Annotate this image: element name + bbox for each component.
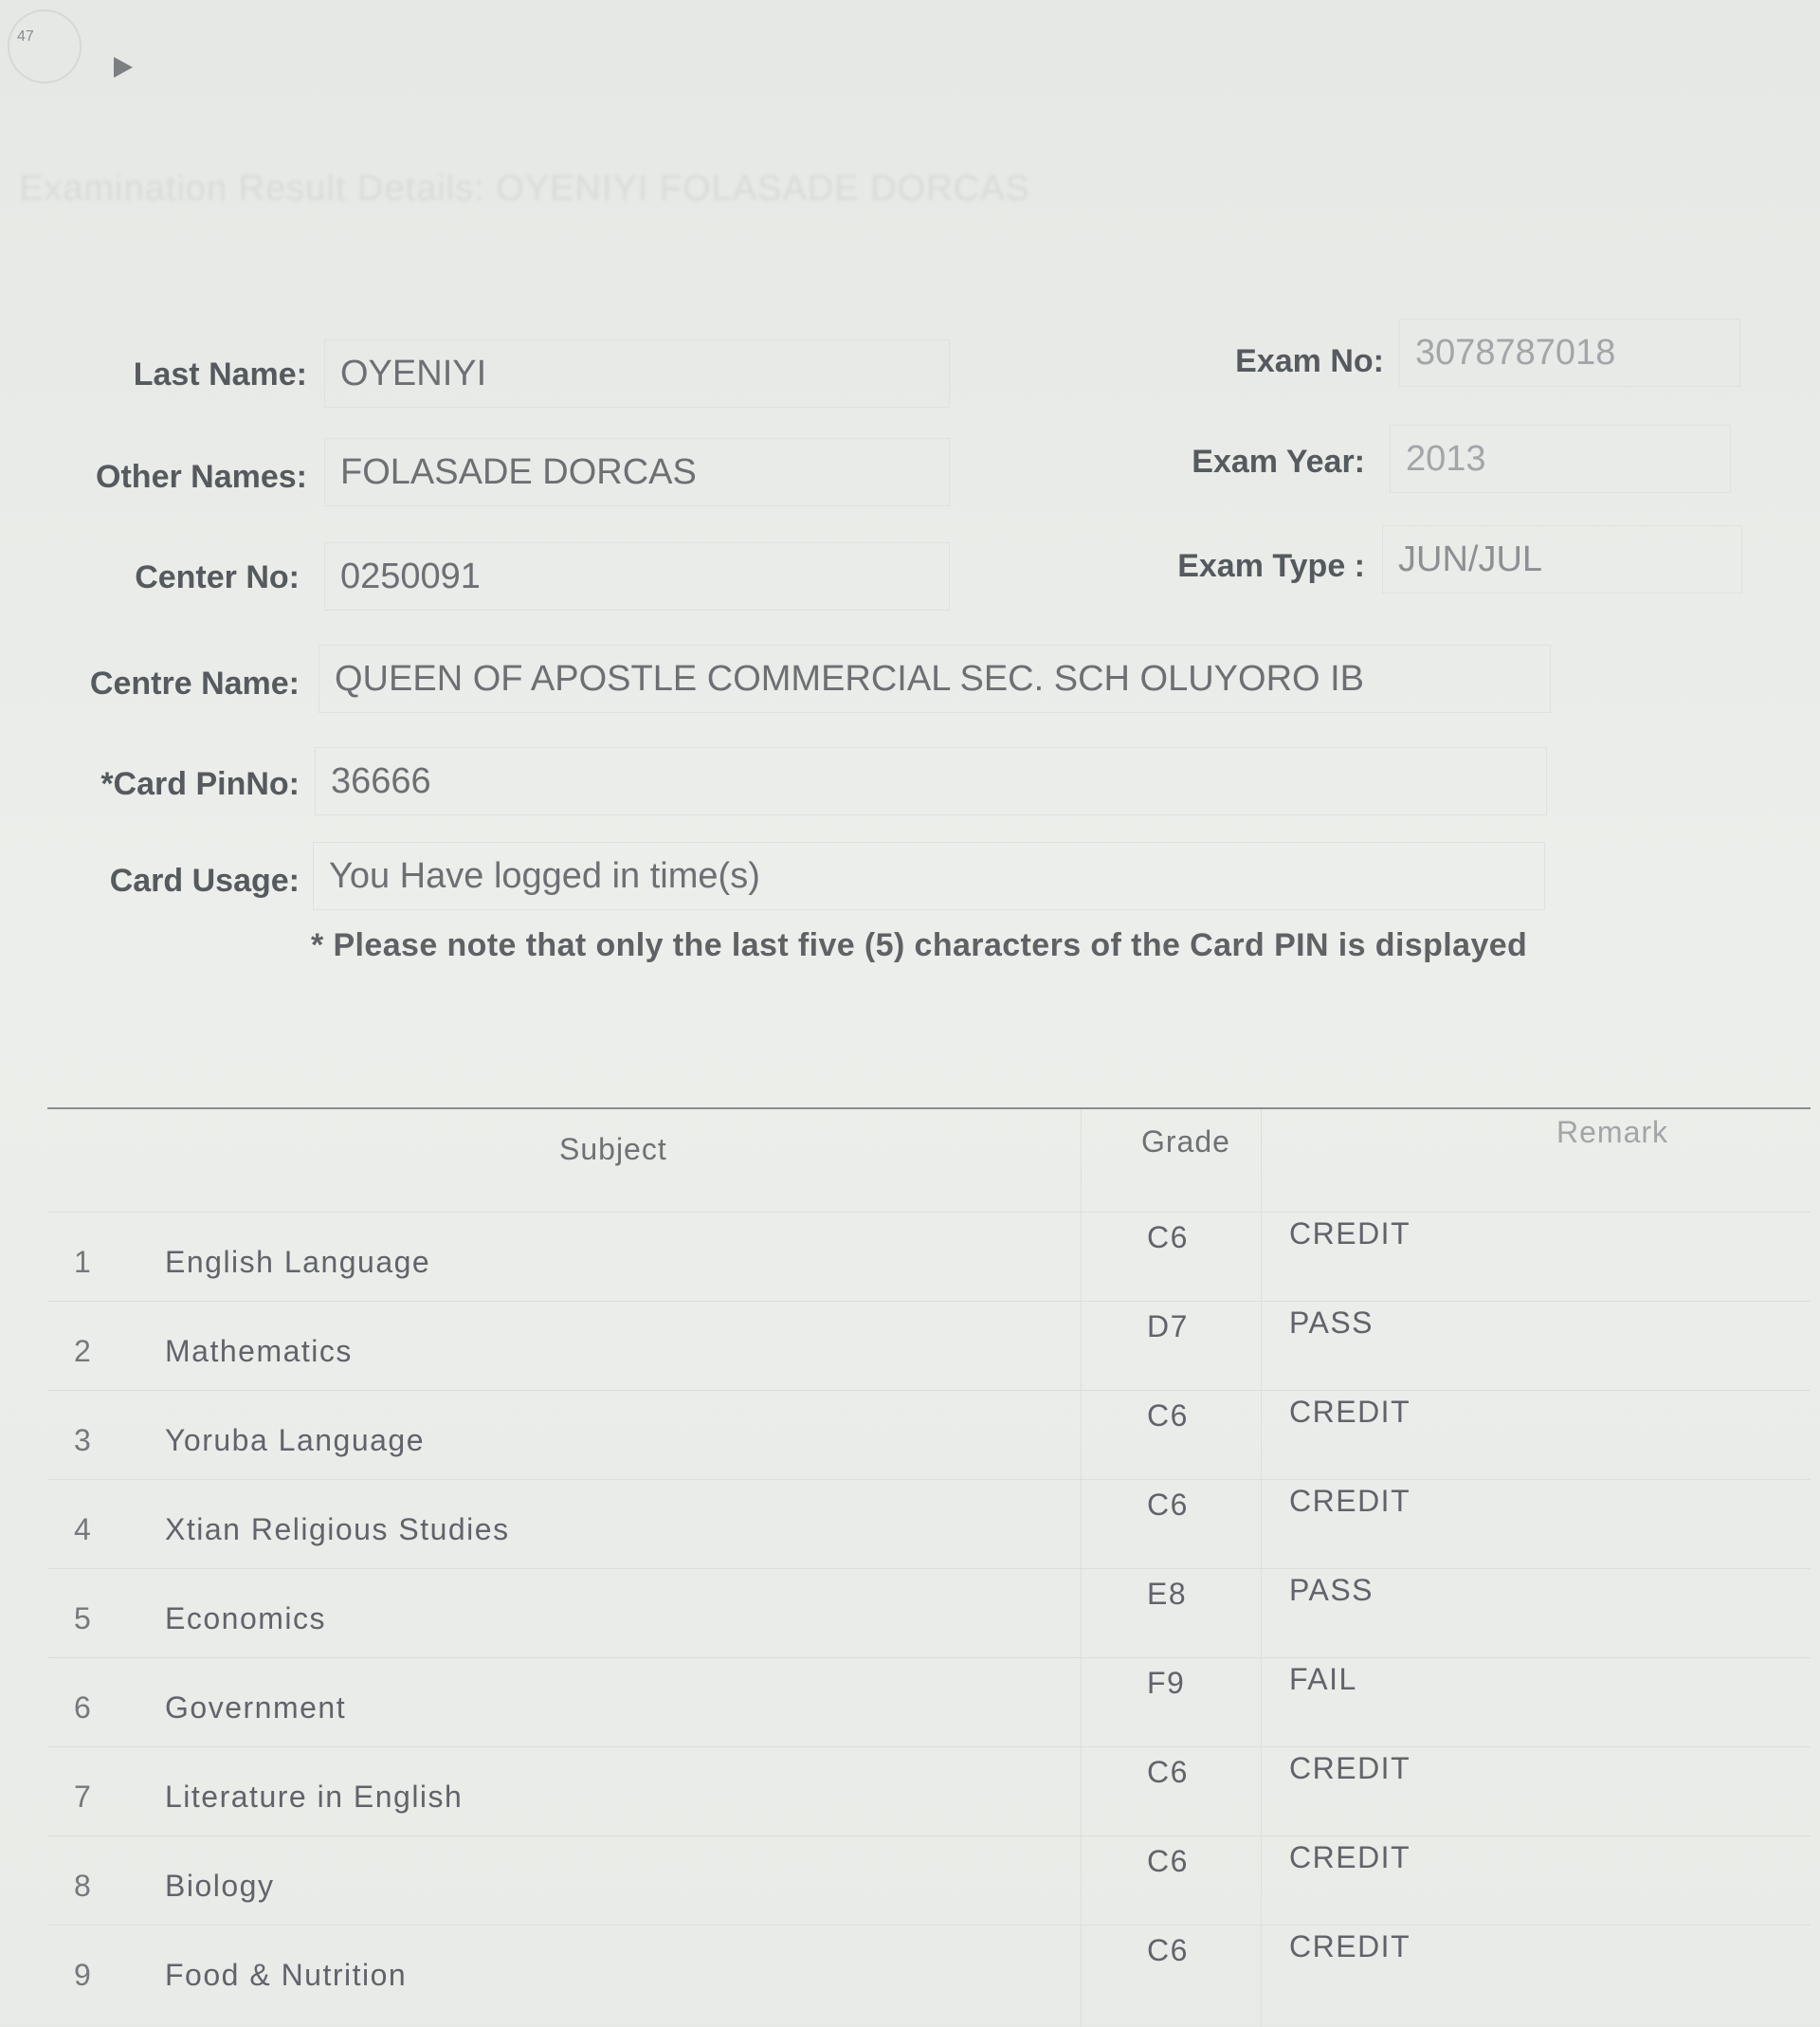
remark-cell: CREDIT (1289, 1929, 1411, 1963)
remark-cell: PASS (1289, 1573, 1374, 1607)
exam-type-label: Exam Type : (1177, 548, 1365, 584)
table-row (47, 1301, 1811, 1391)
row-number: 8 (74, 1869, 93, 1903)
grade-cell: E8 (1147, 1577, 1188, 1611)
other-names-field: FOLASADE DORCAS (324, 438, 950, 506)
grade-cell: C6 (1147, 1755, 1189, 1789)
table-row (47, 1657, 1811, 1747)
remark-cell: FAIL (1289, 1662, 1357, 1696)
grade-cell: C6 (1147, 1488, 1189, 1522)
subject-cell: English Language (165, 1245, 431, 1279)
grade-cell: C6 (1147, 1398, 1189, 1433)
table-row (47, 1479, 1811, 1569)
table-row (47, 1212, 1811, 1302)
center-no-label: Center No: (135, 559, 300, 595)
exam-type-field: JUN/JUL (1382, 525, 1742, 593)
other-names-label: Other Names: (96, 459, 307, 495)
table-row (47, 1835, 1811, 1926)
subject-cell: Yoruba Language (165, 1423, 426, 1457)
remark-cell: CREDIT (1289, 1840, 1411, 1874)
grade-cell: C6 (1147, 1844, 1189, 1878)
row-number: 7 (74, 1780, 93, 1814)
page-corner-mark: 47 (8, 9, 82, 83)
row-number: 3 (74, 1423, 93, 1457)
subject-cell: Food & Nutrition (165, 1958, 408, 1992)
result-heading: Examination Result Details: OYENIYI FOLASADE DORCAS (19, 169, 1030, 209)
table-row (47, 1568, 1811, 1658)
exam-year-field: 2013 (1390, 425, 1731, 493)
subject-cell: Literature in English (165, 1780, 464, 1814)
card-pin-label: *Card PinNo: (100, 766, 300, 802)
row-number: 9 (74, 1958, 93, 1992)
exam-no-field: 3078787018 (1399, 319, 1740, 387)
last-name-field: OYENIYI (324, 339, 950, 408)
grade-header: Grade (1141, 1124, 1230, 1159)
row-number: 1 (74, 1245, 93, 1279)
exam-year-label: Exam Year: (1192, 444, 1365, 480)
table-row (47, 1925, 1811, 2015)
card-usage-field: You Have logged in time(s) (313, 842, 1545, 910)
center-no-field: 0250091 (324, 542, 950, 611)
last-name-label: Last Name: (133, 356, 307, 393)
grade-cell: D7 (1147, 1309, 1189, 1343)
results-table (47, 1107, 1811, 2027)
card-pin-field: 36666 (315, 747, 1547, 815)
subject-cell: Economics (165, 1601, 326, 1635)
row-number: 2 (74, 1334, 93, 1368)
grade-cell: C6 (1147, 1933, 1189, 1967)
remark-header: Remark (1556, 1115, 1669, 1149)
grade-cell: F9 (1147, 1666, 1186, 1700)
play-icon[interactable] (114, 57, 133, 78)
remark-cell: CREDIT (1289, 1216, 1411, 1251)
subject-cell: Government (165, 1690, 347, 1725)
remark-cell: CREDIT (1289, 1395, 1411, 1429)
row-number: 6 (74, 1690, 93, 1725)
subject-header: Subject (559, 1132, 667, 1166)
remark-cell: CREDIT (1289, 1751, 1411, 1785)
row-number: 4 (74, 1512, 93, 1546)
subject-cell: Mathematics (165, 1334, 353, 1368)
centre-name-field: QUEEN OF APOSTLE COMMERCIAL SEC. SCH OLUYORO IB (318, 645, 1551, 713)
row-number: 5 (74, 1601, 93, 1635)
card-pin-note: * Please note that only the last five (5) characters of the Card PIN is displayed (311, 927, 1528, 963)
exam-no-label: Exam No: (1235, 343, 1384, 379)
remark-cell: CREDIT (1289, 1484, 1411, 1518)
remark-cell: PASS (1289, 1306, 1374, 1340)
table-row (47, 1746, 1811, 1836)
table-row (47, 1390, 1811, 1480)
centre-name-label: Centre Name: (89, 666, 300, 702)
card-usage-label: Card Usage: (109, 863, 300, 899)
subject-cell: Xtian Religious Studies (165, 1512, 510, 1546)
grade-cell: C6 (1147, 1220, 1189, 1254)
subject-cell: Biology (165, 1869, 275, 1903)
